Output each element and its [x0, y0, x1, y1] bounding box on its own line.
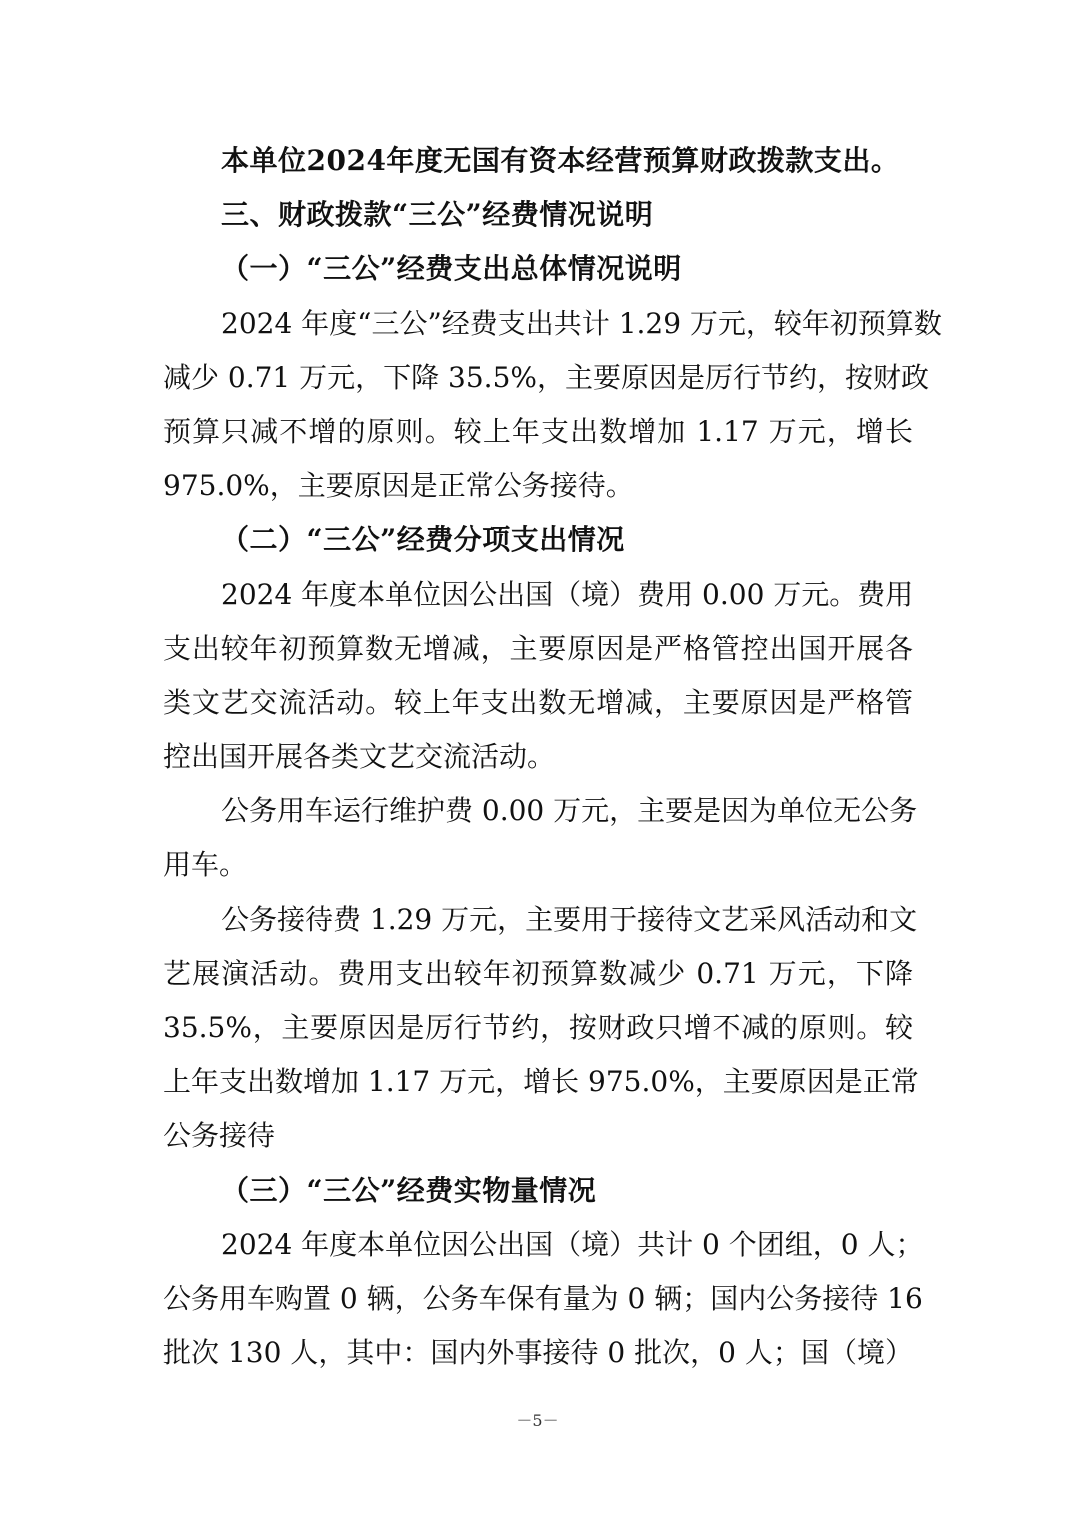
- text-line: 本单位2024年度无国有资本经营预算财政拨款支出。: [221, 144, 900, 177]
- text-line: 公务接待费 1.29 万元，主要用于接待文艺采风活动和文: [221, 902, 918, 936]
- text-line: 艺展演活动。费用支出较年初预算数减少 0.71 万元，下降: [163, 956, 913, 990]
- text-line: 支出较年初预算数无增减，主要原因是严格管控出国开展各: [163, 631, 913, 665]
- text-line: 2024 年度“三公”经费支出共计 1.29 万元，较年初预算数: [221, 306, 942, 340]
- text-line: （二）“三公”经费分项支出情况: [221, 523, 625, 557]
- text-line: 上年支出数增加 1.17 万元，增长 975.0%，主要原因是正常: [163, 1065, 919, 1099]
- text-line: （一）“三公”经费支出总体情况说明: [221, 252, 682, 286]
- text-line: 类文艺交流活动。较上年支出数无增减，主要原因是严格管: [163, 685, 913, 719]
- text-line: 三、财政拨款“三公”经费情况说明: [221, 198, 654, 232]
- text-line: 减少 0.71 万元，下降 35.5%，主要原因是厉行节约，按财政: [163, 360, 929, 394]
- text-line: 控出国开展各类文艺交流活动。: [163, 740, 556, 774]
- text-line: 公务用车运行维护费 0.00 万元，主要是因为单位无公务: [221, 794, 918, 828]
- text-line: 预算只减不增的原则。较上年支出数增加 1.17 万元，增长: [163, 414, 913, 448]
- page-number: －5－: [516, 1411, 559, 1430]
- text-line: 2024 年度本单位因公出国（境）费用 0.00 万元。费用: [221, 577, 914, 611]
- text-line: 用车。: [163, 848, 248, 882]
- document-body: [163, 134, 942, 1380]
- text-line: 2024 年度本单位因公出国（境）共计 0 个团组，0 人；: [221, 1227, 924, 1261]
- text-line: 公务接待: [163, 1119, 276, 1153]
- text-line: 35.5%，主要原因是厉行节约，按财政只增不减的原则。较: [163, 1011, 913, 1044]
- text-line: 975.0%，主要原因是正常公务接待。: [163, 469, 634, 503]
- text-line: （三）“三公”经费实物量情况: [221, 1173, 597, 1207]
- text-line: 批次 130 人，其中：国内外事接待 0 批次，0 人；国（境）: [163, 1336, 913, 1370]
- text-line: 公务用车购置 0 辆，公务车保有量为 0 辆；国内公务接待 16: [163, 1281, 923, 1315]
